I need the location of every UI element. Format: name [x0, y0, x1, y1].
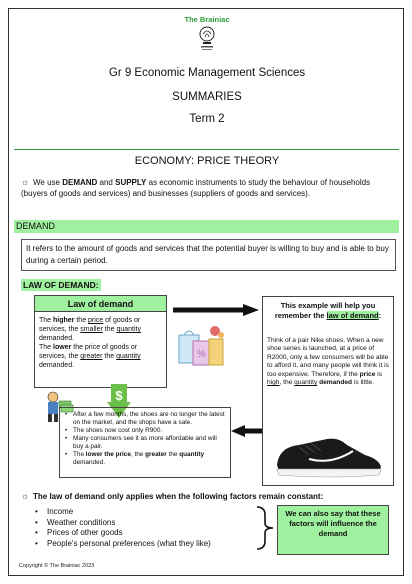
copyright: Copyright © The Brainiac 2023	[19, 563, 95, 569]
svg-text:$: $	[115, 388, 123, 403]
brand-name: The Brainiac	[184, 15, 230, 24]
intro-paragraph: ☼ We use DEMAND and SUPPLY as economic instruments to study the behaviour of households (buyers of goods and services) and businesses (suppliers of goods and services).	[21, 177, 371, 198]
term-title: Term 2	[189, 113, 225, 125]
lightbulb-icon: ☼	[21, 177, 30, 187]
law-box-text: The higher the price of goods or services, the smaller the quantity demanded. The lower the price of goods or services, the greater the quantity demanded.	[39, 317, 141, 369]
outcome-item: • The shoes now cost only R900.	[63, 427, 227, 435]
factors-list	[35, 507, 255, 549]
also-say-box: We can also say that these factors will influence the demand	[277, 505, 389, 555]
subject-title: Gr 9 Economic Management Sciences	[108, 67, 306, 79]
outcome-item: • Many consumers see it as more affordable and will buy a pair.	[63, 435, 227, 451]
factor-item: • Weather conditions	[35, 518, 255, 529]
example-heading: This example will help you remember the law of demand:	[274, 301, 382, 320]
outcome-box	[59, 407, 231, 478]
shoe-image	[269, 425, 387, 481]
arrow-left-icon	[231, 425, 262, 437]
example-box	[262, 296, 394, 486]
demand-definition: It refers to the amount of goods and services that the potential buyer is willing to buy and is able to buy during a certain period.	[21, 239, 396, 271]
factor-item: • Prices of other goods	[35, 528, 255, 539]
factor-item: • People's personal preferences (what they like)	[35, 539, 255, 550]
demand-heading: DEMAND	[14, 220, 399, 233]
factors-heading: ☼ The law of demand only applies when the following factors remain constant:	[21, 491, 324, 501]
page	[8, 8, 404, 576]
svg-text:%: %	[197, 349, 206, 360]
law-of-demand-heading: LAW OF DEMAND:	[23, 280, 99, 290]
factor-item: • Income	[35, 507, 255, 518]
lightbulb-icon: ☼	[21, 491, 30, 501]
outcome-item: • The lower the price, the greater the quantity demanded.	[63, 451, 227, 467]
curly-brace-icon	[255, 505, 275, 551]
shopping-bags-image	[175, 321, 227, 371]
divider	[14, 149, 399, 150]
arrow-right-icon	[173, 304, 259, 316]
section-title: ECONOMY: PRICE THEORY	[134, 155, 280, 167]
example-text: Think of a pair Nike shoes. When a new shoe series is launched, at a price of R2000, only a few consumers will be able to afford it, and many people will think it is too expensive. Therefore, if the price is high, the quantity demanded is little.	[267, 337, 389, 387]
outcome-item: • After a few months, the shoes are no longer the latest on the market, and the shops have a sale.	[63, 411, 227, 427]
brain-logo-icon	[197, 25, 217, 53]
law-of-demand-box	[34, 295, 167, 388]
summaries-title: SUMMARIES	[172, 91, 242, 103]
law-box-title: Law of demand	[35, 296, 166, 312]
